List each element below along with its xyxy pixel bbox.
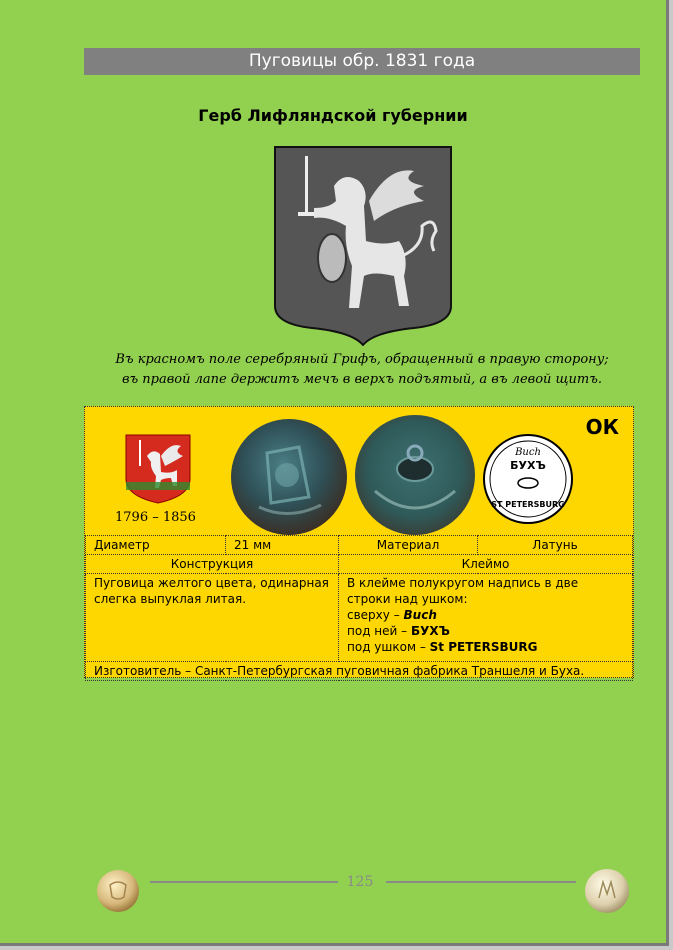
material-label: Материал [339, 536, 478, 555]
page-header: Пуговицы обр. 1831 года [84, 48, 640, 75]
coin-right-icon [584, 868, 630, 914]
stamp-cell [339, 574, 633, 662]
diameter-value: 21 мм [226, 536, 339, 555]
table-row [86, 536, 633, 555]
material-value: Латунь [478, 536, 633, 555]
stamp-top-value: Buch [403, 608, 437, 622]
page-number: 125 [346, 874, 374, 890]
ok-label: ОК [585, 415, 619, 439]
button-back-photo [353, 413, 477, 537]
description-line-2: въ правой лапе держитъ мечъ в верхъ подъятый, а въ левой щитъ. [121, 372, 603, 387]
construction-text: Пуговица желтого цвета, одинарная слегка выпуклая литая. [86, 574, 339, 662]
arms-description [84, 350, 640, 390]
small-coat-of-arms-icon [125, 434, 191, 504]
mark-middle-text: БУХЪ [510, 459, 546, 472]
button-front-photo [229, 417, 349, 537]
table-row [86, 662, 633, 681]
stamp-bottom-value: St PETERSBURG [429, 640, 538, 654]
stamp-mid-prefix: под ней – [347, 624, 411, 638]
stamp-mid-value: БУХЪ [410, 624, 450, 638]
table-row [86, 555, 633, 574]
stamp-top-prefix: сверху – [347, 608, 404, 622]
spec-table [85, 535, 633, 681]
table-row [86, 574, 633, 662]
manufacturer-text: Изготовитель – Санкт-Петербургская пуговичная фабрика Траншеля и Буха. [86, 662, 633, 681]
stamp-top-line [347, 607, 624, 623]
years-label: 1796 – 1856 [115, 510, 196, 525]
stamp-intro: В клейме полукругом надпись в две строки над ушком: [347, 576, 579, 606]
coin-left-icon [96, 869, 140, 913]
footer-divider-right [386, 881, 576, 883]
construction-header: Конструкция [86, 555, 339, 574]
mark-top-text: Buch [515, 447, 541, 458]
mark-bottom-text: ST PETERSBURG [491, 500, 565, 509]
stamp-bottom-prefix: под ушком – [347, 640, 430, 654]
diameter-label: Диаметр [86, 536, 226, 555]
stamp-header: Клеймо [339, 555, 633, 574]
footer-divider-left [150, 881, 338, 883]
stamp-bottom-line [347, 639, 624, 655]
description-line-1: Въ красномъ поле серебряный Грифъ, обращенный в правую сторону; [115, 352, 609, 367]
maker-mark-drawing [482, 433, 574, 525]
stamp-mid-line [347, 623, 624, 639]
coat-of-arms-image [274, 146, 452, 346]
section-title: Герб Лифляндской губернии [198, 106, 468, 125]
button-card [84, 406, 634, 678]
